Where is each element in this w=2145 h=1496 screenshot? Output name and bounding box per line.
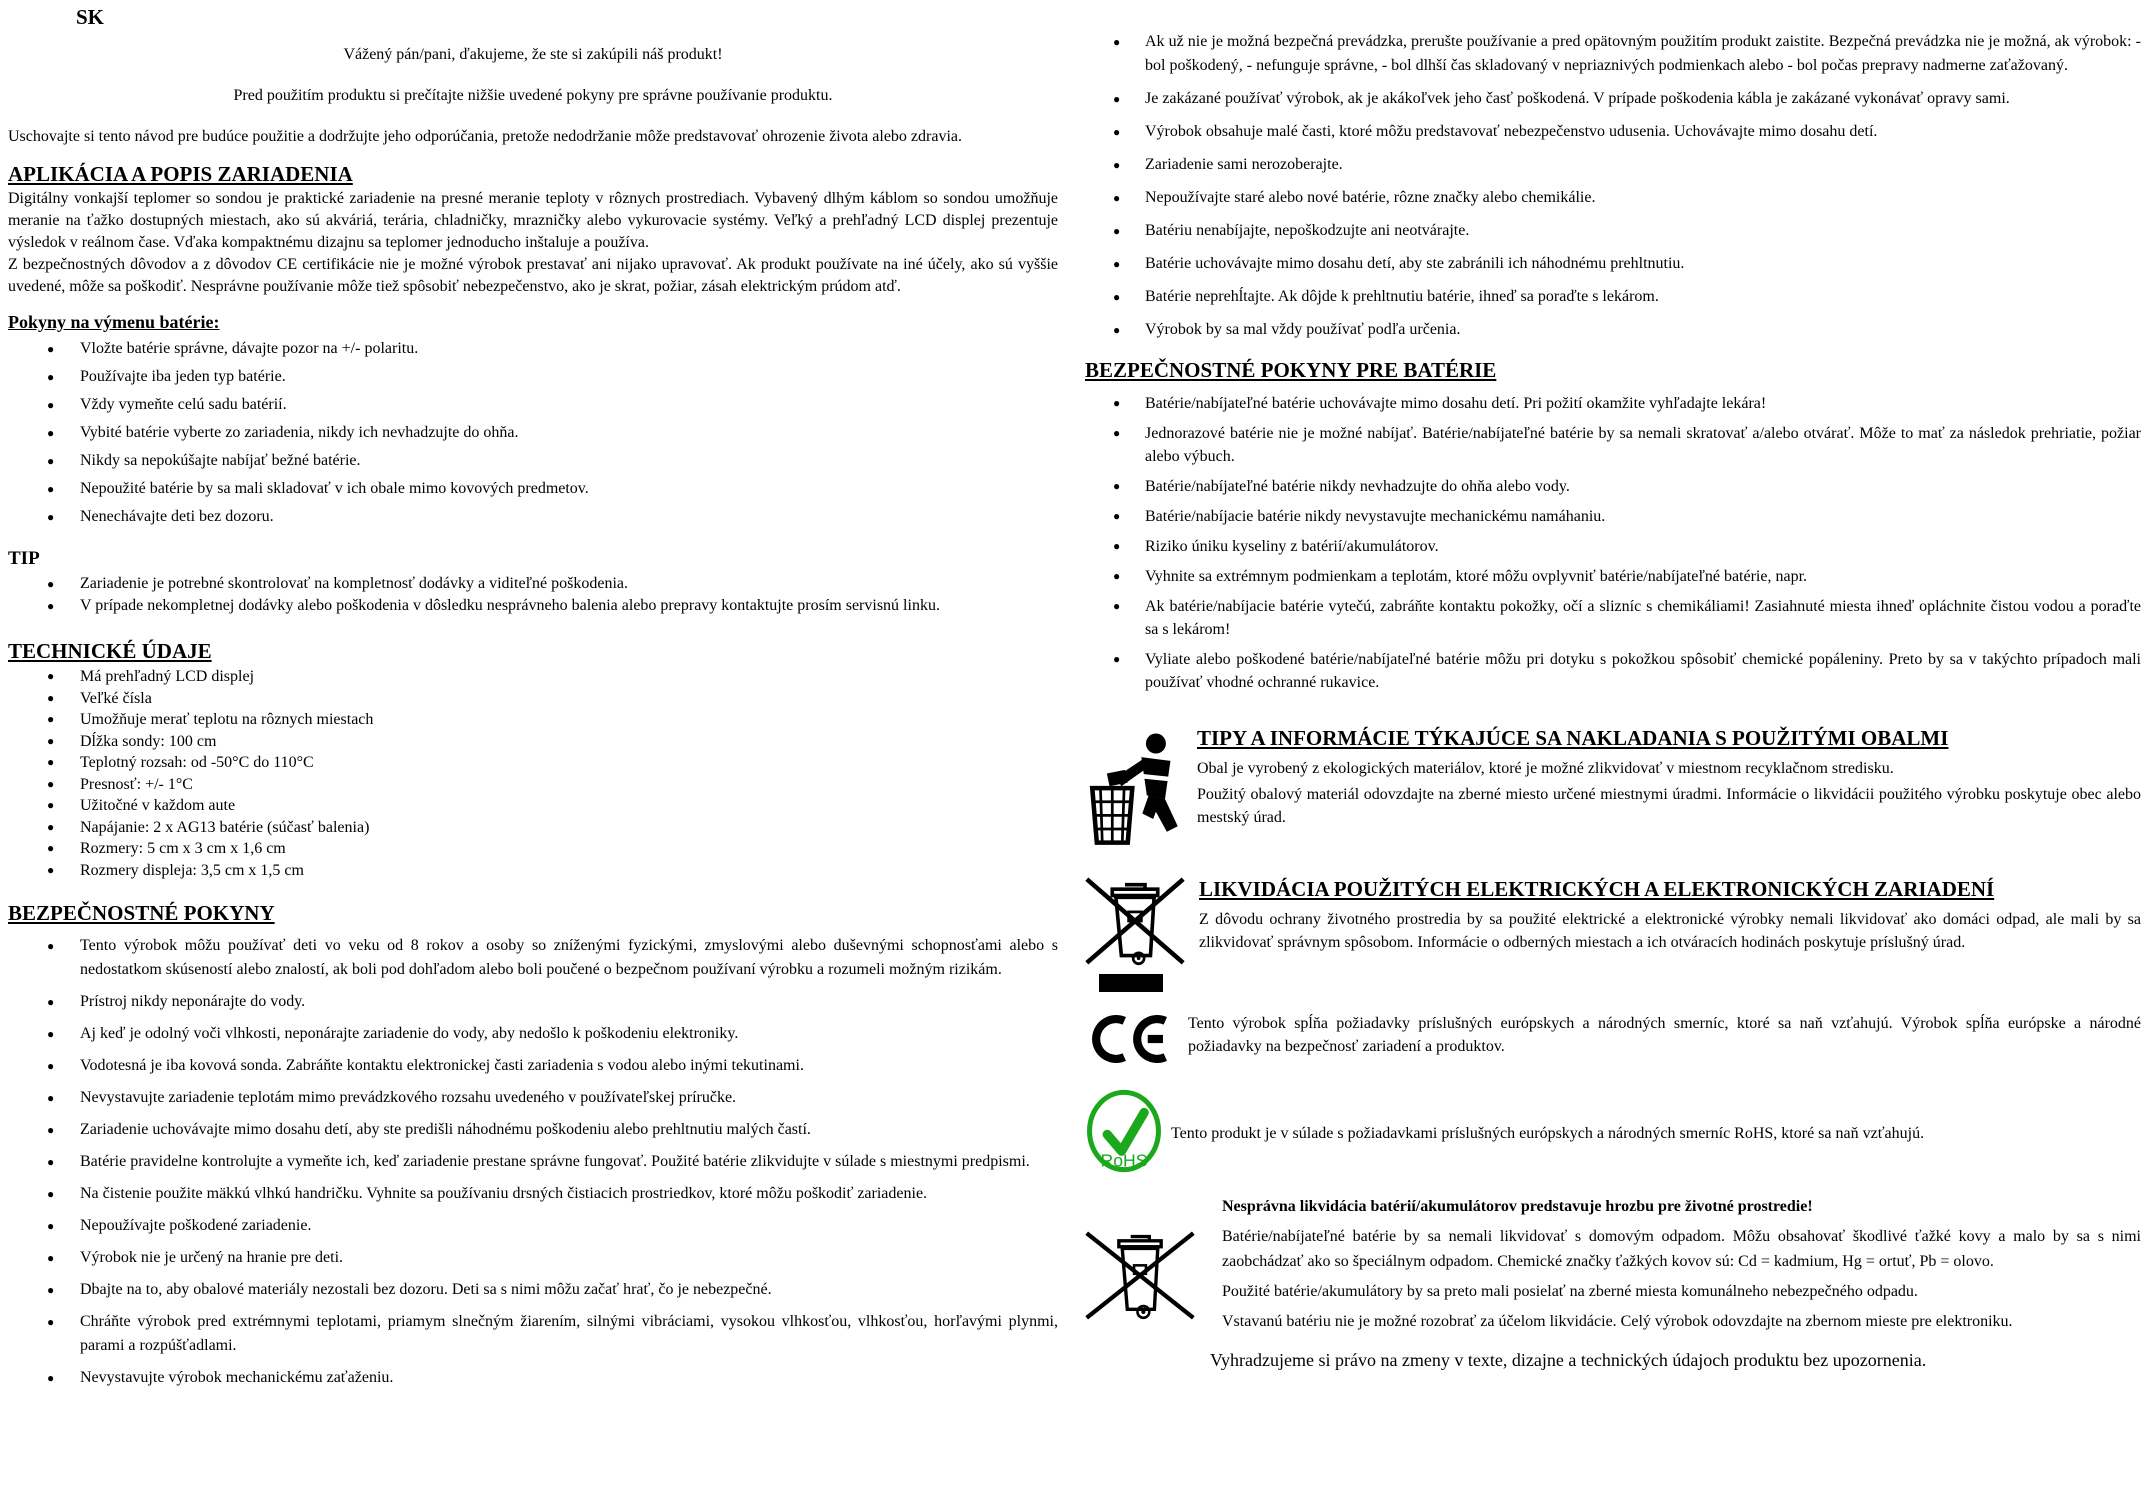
safety-list-right [1085, 30, 2141, 342]
list-item: ● Nevystavujte zariadenie teplotám mimo prevádzkového rozsahu uvedeného v používateľskej príručke. [80, 1086, 1058, 1110]
list-item: ● Nepoužívajte staré alebo nové batérie, rôzne značky alebo chemikálie. [1145, 186, 2141, 210]
list-item: ● Napájanie: 2 x AG13 batérie (súčasť balenia) [80, 817, 1058, 839]
list-item: ● Vyliate alebo poškodené batérie/nabíjateľné batérie môžu pri dotyku s pokožkou spôsobiť chemické popáleniny. Preto by sa v takýchto prípadoch mali používať vhodné ochranné rukavice. [1145, 648, 2141, 694]
list-item: ● Vždy vymeňte celú sadu batérií. [80, 394, 1058, 416]
list-item: ● Zariadenie uchovávajte mimo dosahu detí, aby ste predišli náhodnému poškodeniu alebo prehltnutiu malých častí. [80, 1118, 1058, 1142]
right-column [1085, 0, 2141, 1372]
list-item: ● Nenechávajte deti bez dozoru. [80, 506, 1058, 528]
safety-list-left [8, 934, 1058, 1390]
change-rights-note: Vyhradzujeme si právo na zmeny v texte, dizajne a technických údajoch produktu bez upozornenia. [1210, 1350, 1927, 1370]
battery-disposal-title: Nesprávna likvidácia batérií/akumulátorov predstavuje hrozbu pre životné prostredie! [1222, 1198, 1813, 1215]
rohs-label: RoHS [1100, 1150, 1148, 1171]
battery-disposal-paragraph-3: Vstavanú batériu nie je možné rozobrať za účelom likvidácie. Celý výrobok odovzdajte na zbernom mieste pre elektroniku. [1222, 1313, 2013, 1330]
ce-mark-icon [1085, 1010, 1170, 1073]
battery-safety-list [1085, 392, 2141, 694]
packaging-paragraph-1: Obal je vyrobený z ekologických materiálov, ktoré je možné zlikvidovať v miestnom recyklačnom stredisku. [1197, 760, 1894, 777]
application-paragraph-1: Digitálny vonkajší teplomer so sondou je praktické zariadenie na presné meranie teploty v rôznych prostrediach. Vybavený dlhým káblom so sondou umožňuje meranie na ťažko dostupných miestach, ako sú akváriá, terária, chladničky, mrazničky alebo vykurovacie systémy. Veľký a prehľadný LCD displej prezentuje výsledok v reálnom čase. Vďaka kompaktnému dizajnu sa teplomer jednoducho inštaluje a používa. [8, 190, 1058, 251]
list-item: ● Batérie neprehĺtajte. Ak dôjde k prehltnutiu batérie, ihneď sa poraďte s lekárom. [1145, 285, 2141, 309]
application-paragraph-2: Z bezpečnostných dôvodov a z dôvodov CE certifikácie nie je možné výrobok prestavať ani nijako upravovať. Ak produkt používate na iné účely, ako sú vyššie uvedené, môže sa poškodiť. Nesprávne používanie môže tiež spôsobiť nebezpečenstvo, ako je skrat, požiar, zásah elektrickým prúdom atď. [8, 256, 1058, 295]
intro-read-note: Pred použitím produktu si prečítajte nižšie uvedené pokyny pre správne používanie produktu. [233, 87, 833, 104]
list-item: ● Používajte iba jeden typ batérie. [80, 366, 1058, 388]
rohs-text [1171, 1122, 2141, 1145]
battery-disposal-paragraph-2: Použité batérie/akumulátory by sa preto mali posielať na zberné miesta komunálneho nebezpečného odpadu. [1222, 1283, 1918, 1300]
section-title-packaging: TIPY A INFORMÁCIE TÝKAJÚCE SA NAKLADANIA S POUŽITÝMI OBALMI [1197, 726, 1949, 750]
list-item: ● Chráňte výrobok pred extrémnymi teplotami, priamym slnečným žiarením, silnými vibráciami, vysokou vlhkosťou, vlhkosťou, horľavými plynmi, parami a rozpúšťadlami. [80, 1310, 1058, 1358]
list-item: ● Vybité batérie vyberte zo zariadenia, nikdy ich nevhadzujte do ohňa. [80, 422, 1058, 444]
list-item: ● Riziko úniku kyseliny z batérií/akumulátorov. [1145, 535, 2141, 558]
rohs-paragraph: Tento produkt je v súlade s požiadavkami príslušných európskych a národných smerníc RoHS, ktoré sa naň vzťahujú. [1171, 1125, 1925, 1142]
list-item: ● Rozmery displeja: 3,5 cm x 1,5 cm [80, 860, 1058, 882]
battery-disposal-text [1222, 1196, 2141, 1334]
list-item: ● Nepoužívajte poškodené zariadenie. [80, 1214, 1058, 1238]
tip-list [8, 573, 1058, 617]
crossed-out-wheelie-bin-battery-icon [1085, 1218, 1195, 1338]
list-item: ● Batérie pravidelne kontrolujte a vymeňte ich, keď zariadenie prestane správne fungovať. Použité batérie zlikvidujte v súlade s miestnymi predpismi. [80, 1150, 1058, 1174]
list-item: ● Na čistenie použite mäkkú vlhkú handričku. Vyhnite sa používaniu drsných čistiacich prostriedkov, ktoré môžu poškodiť zariadenie. [80, 1182, 1058, 1206]
list-item: ● Batérie/nabíjacie batérie nikdy nevystavujte mechanickému namáhaniu. [1145, 505, 2141, 528]
section-title-application: APLIKÁCIA A POPIS ZARIADENIA [8, 162, 353, 186]
list-item: ● Má prehľadný LCD displej [80, 666, 1058, 688]
tech-list [8, 666, 1058, 881]
list-item: ● Zariadenie sami nerozoberajte. [1145, 153, 2141, 177]
list-item: ● Batérie uchovávajte mimo dosahu detí, aby ste zabránili ich náhodnému prehltnutiu. [1145, 252, 2141, 276]
packaging-section [1085, 724, 2141, 859]
section-title-safety: BEZPEČNOSTNÉ POKYNY [8, 901, 275, 925]
list-item: ● Batériu nenabíjajte, nepoškodzujte ani neotvárajte. [1145, 219, 2141, 243]
list-item: ● Užitočné v každom aute [80, 795, 1058, 817]
rohs-section [1085, 1089, 2141, 1178]
list-item: ● Výrobok by sa mal vždy používať podľa určenia. [1145, 318, 2141, 342]
list-item: ● Presnosť: +/- 1°C [80, 774, 1058, 796]
intro-keep-note: Uschovajte si tento návod pre budúce použitie a dodržujte jeho odporúčania, pretože nedodržanie môže predstavovať ohrozenie života alebo zdravia. [8, 128, 963, 145]
list-item: ● Dbajte na to, aby obalové materiály nezostali bez dozoru. Deti sa s nimi môžu začať hrať, čo je nebezpečné. [80, 1278, 1058, 1302]
weee-section [1085, 875, 2141, 972]
section-title-tech: TECHNICKÉ ÚDAJE [8, 639, 212, 663]
list-item: ● Batérie/nabíjateľné batérie uchovávajte mimo dosahu detí. Pri požití okamžite vyhľadajte lekára! [1145, 392, 2141, 415]
list-item: ● Zariadenie je potrebné skontrolovať na kompletnosť dodávky a viditeľné poškodenia. [80, 573, 1058, 595]
list-item: ● Výrobok nie je určený na hranie pre deti. [80, 1246, 1058, 1270]
language-tag: SK [76, 5, 105, 29]
list-item: ● Aj keď je odolný voči vlhkosti, neponárajte zariadenie do vody, aby nedošlo k poškodeniu elektroniky. [80, 1022, 1058, 1046]
list-item: ● Tento výrobok môžu používať deti vo veku od 8 rokov a osoby so zníženými fyzickými, zmyslovými alebo duševnými schopnosťami alebo s nedostatkom skúseností alebo znalostí, ak boli pod dohľadom alebo boli poučené o bezpečnom používaní výrobku a rozumeli možným rizikám. [80, 934, 1058, 982]
list-item: ● Nepoužité batérie by sa mali skladovať v ich obale mimo kovových predmetov. [80, 478, 1058, 500]
list-item: ● Vyhnite sa extrémnym podmienkam a teplotám, ktoré môžu ovplyvniť batérie/nabíjateľné batérie, napr. [1145, 565, 2141, 588]
weee-text [1199, 875, 2141, 954]
list-item: ● Nikdy sa nepokúšajte nabíjať bežné batérie. [80, 450, 1058, 472]
list-item: ● V prípade nekompletnej dodávky alebo poškodenia v dôsledku nesprávneho balenia alebo prepravy kontaktujte prosím servisnú linku. [80, 595, 1058, 617]
section-title-battery-safety: BEZPEČNOSTNÉ POKYNY PRE BATÉRIE [1085, 358, 1497, 382]
list-item: ● Je zakázané používať výrobok, ak je akákoľvek jeho časť poškodená. V prípade poškodenia kábla je zakázané vykonávať opravy sami. [1145, 87, 2141, 111]
list-item: ● Vodotesná je iba kovová sonda. Zabráňte kontaktu elektronickej časti zariadenia s vodou alebo inými tekutinami. [80, 1054, 1058, 1078]
black-bar-mark [1099, 974, 1163, 992]
list-item: ● Ak už nie je možná bezpečná prevádzka, prerušte používanie a pred opätovným použitím produkt zaistite. Bezpečná prevádzka nie je možná, ak výrobok: - bol poškodený, - nefunguje správne, - bol dlhší čas skladovaný v nepriaznivých podmienkach alebo - bol počas prepravy nadmerne zaťažovaný. [1145, 30, 2141, 78]
list-item: ● Nevystavujte výrobok mechanickému zaťaženiu. [80, 1366, 1058, 1390]
list-item: ● Vložte batérie správne, dávajte pozor na +/- polaritu. [80, 338, 1058, 360]
list-item: ● Batérie/nabíjateľné batérie nikdy nevhadzujte do ohňa alebo vody. [1145, 475, 2141, 498]
ce-section [1085, 1010, 2141, 1073]
list-item: ● Výrobok obsahuje malé časti, ktoré môžu predstavovať nebezpečenstvo udusenia. Uchovávajte mimo dosahu detí. [1145, 120, 2141, 144]
rohs-check-icon [1085, 1089, 1163, 1178]
weee-paragraph: Z dôvodu ochrany životného prostredia by sa použité elektrické a elektronické výrobky nemali likvidovať ako domáci odpad, ale mali by sa zlikvidovať správnym spôsobom. Informácie o odberných miestach a ich otváracích hodinách poskytuje príslušný úrad. [1199, 911, 2141, 951]
ce-paragraph: Tento výrobok spĺňa požiadavky príslušných európskych a národných smerníc, ktoré sa naň vzťahujú. Výrobok spĺňa európske a národné požiadavky na bezpečnosť zariadení a produktov. [1188, 1015, 2141, 1055]
list-item: ● Dĺžka sondy: 100 cm [80, 731, 1058, 753]
list-item: ● Rozmery: 5 cm x 3 cm x 1,6 cm [80, 838, 1058, 860]
intro-greeting: Vážený pán/pani, ďakujeme, že ste si zakúpili náš produkt! [343, 46, 723, 63]
crossed-out-wheelie-bin-icon [1085, 875, 1185, 972]
list-item: ● Teplotný rozsah: od -50°C do 110°C [80, 752, 1058, 774]
section-title-battery-replacement: Pokyny na výmenu batérie: [8, 312, 220, 332]
battery-disposal-paragraph-1: Batérie/nabíjateľné batérie by sa nemali likvidovať s domovým odpadom. Môžu obsahovať škodlivé ťažké kovy a malo by sa s nimi zaobchádzať ako so špeciálnym odpadom. Chemické značky ťažkých kovov sú: Cd = kadmium, Hg = ortuť, Pb = olovo. [1222, 1228, 2141, 1270]
packaging-paragraph-2: Použitý obalový materiál odovzdajte na zberné miesto určené miestnymi úradmi. Informácie o likvidácii použitého výrobku poskytuje obec alebo mestský úrad. [1197, 786, 2141, 826]
list-item: ● Veľké čísla [80, 688, 1058, 710]
section-title-tip: TIP [8, 548, 40, 569]
list-item: ● Umožňuje merať teplotu na rôznych miestach [80, 709, 1058, 731]
tidyman-recycling-icon [1085, 724, 1185, 859]
battery-disposal-section [1085, 1196, 2141, 1338]
list-item: ● Ak batérie/nabíjacie batérie vytečú, zabráňte kontaktu pokožky, očí a slizníc s chemikáliami! Zasiahnuté miesta ihneď opláchnite čistou vodou a poraďte sa s lekárom! [1145, 595, 2141, 641]
list-item: ● Jednorazové batérie nie je možné nabíjať. Batérie/nabíjateľné batérie by sa nemali skratovať a/alebo otvárať. Môže to mať za následok prehriatie, požiar alebo výbuch. [1145, 422, 2141, 468]
ce-text [1188, 1012, 2141, 1058]
list-item: ● Prístroj nikdy neponárajte do vody. [80, 990, 1058, 1014]
left-column [8, 0, 1058, 1398]
battery-replacement-list [8, 338, 1058, 528]
packaging-text [1197, 724, 2141, 829]
section-title-weee: LIKVIDÁCIA POUŽITÝCH ELEKTRICKÝCH A ELEKTRONICKÝCH ZARIADENÍ [1199, 877, 1995, 901]
